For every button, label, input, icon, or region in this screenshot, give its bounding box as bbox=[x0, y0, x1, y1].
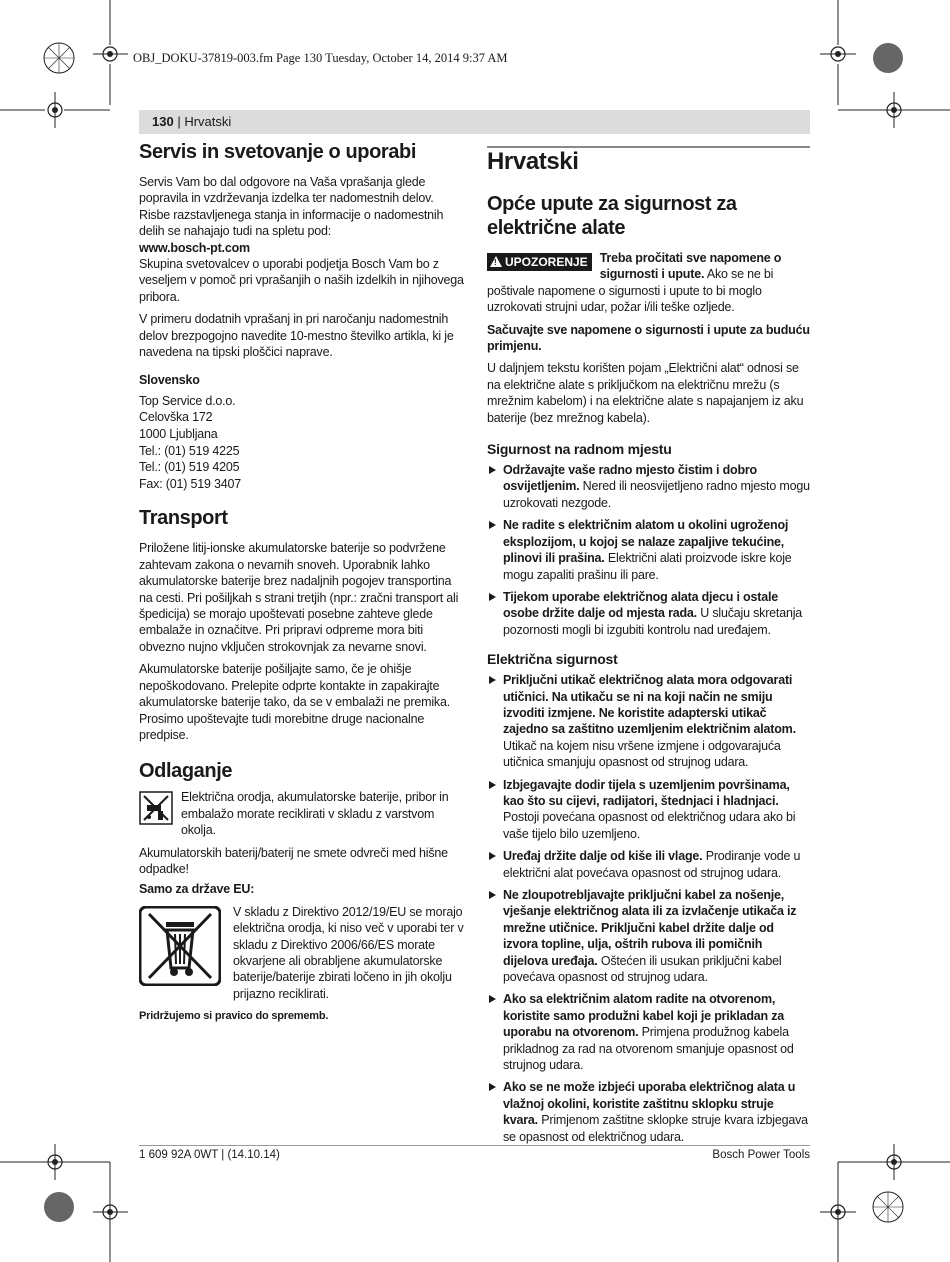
electrical-title: Električna sigurnost bbox=[487, 651, 618, 668]
bullet-arrow-icon bbox=[489, 995, 496, 1003]
address-line: Tel.: (01) 519 4205 bbox=[139, 460, 240, 475]
footer-rule bbox=[139, 1145, 810, 1146]
list-item: Ne zloupotrebljavajte priključni kabel za nošenje, vješanje električnog alata ili za izvlačenje utikača iz mrežne utičnice. Priključni kabel držite dalje od izvora topline, ulja, oštrih rubova ili pomičnih dijelova uređaja. Oštećen ili usukan priključni kabel povećava opasnost od strujnog udara. bbox=[487, 887, 810, 985]
header-language: Hrvatski bbox=[184, 114, 232, 129]
recycle-tools-icon bbox=[139, 791, 173, 829]
country-label: Slovensko bbox=[139, 373, 200, 388]
list-item: Ne radite s električnim alatom u okolini ugroženoj eksplozijom, u kojoj se nalaze zapaljive tekućine, plinovi ili prašina. Električni alati proizvode iskre koje mogu zapaliti prašinu ili pare. bbox=[487, 517, 810, 583]
warning-text: Ako se ne bi poštivale napomene o sigurnosti i upute to bi moglo uzrokovati strujni udar, požar i/ili teške ozljede. bbox=[487, 267, 774, 315]
address-line: Tel.: (01) 519 4225 bbox=[139, 443, 240, 458]
disposal-paragraph-1: Električna orodja, akumulatorske baterije, pribor in embalažo morate reciklirati v skladu z varstvom okolja. bbox=[181, 790, 449, 838]
left-column bbox=[139, 140, 464, 1031]
bullet-arrow-icon bbox=[489, 676, 496, 684]
disposal-paragraph-2: Akumulatorskih baterij/baterij ne smete odvreči med hišne odpadke! bbox=[139, 845, 448, 876]
weee-bin-icon bbox=[139, 906, 221, 990]
list-item: Ako se ne može izbjeći uporaba električnog alata u vlažnoj okolini, koristite zaštitnu sklopku struje kvara. Primjenom zaštitne sklopke struje kvara izbjegava se opasnost od električnog udara. bbox=[487, 1079, 810, 1145]
registration-mark-bottom-left bbox=[0, 1122, 140, 1262]
transport-paragraph-3: Prosimo upoštevajte tudi morebitne druge nacionalne predpise. bbox=[139, 711, 425, 742]
address-line: Fax: (01) 519 3407 bbox=[139, 476, 242, 491]
eu-paragraph: V skladu z Direktivo 2012/19/EU se morajo električna orodja, ki niso več v uporabi ter v skladu z Direktivo 2006/66/ES morate okvarjene ali obrabljene akumulatorske baterije/baterije zbirati ločeno in jih okolju prijazno reciklirati. bbox=[233, 904, 464, 1001]
workplace-title: Sigurnost na radnom mjestu bbox=[487, 441, 672, 458]
list-item: Ako sa električnim alatom radite na otvorenom, koristite samo produžni kabel koji je prikladan za uporabu na otvorenom. Primjena produžnog kabela prikladnog za rad na otvorenom smanjuje opasnost od strujnog udara. bbox=[487, 991, 810, 1073]
safety-title: Opće upute za sigurnost za električne alate bbox=[487, 193, 737, 239]
doc-code: 1 609 92A 0WT | (14.10.14) bbox=[139, 1149, 280, 1161]
bullet-arrow-icon bbox=[489, 521, 496, 529]
service-title: Servis in svetovanje o uporabi bbox=[139, 141, 416, 163]
registration-mark-bottom-right bbox=[810, 1122, 950, 1262]
service-paragraph-1: Servis Vam bo dal odgovore na Vaša vprašanja glede popravila in vzdrževanja izdelka ter nadomestnih delov. Risbe razstavljenega stanja in informacije o nadomestnih delih se nahajajo tudi na spletu pod: bbox=[139, 175, 444, 239]
page-number: 130 bbox=[152, 114, 174, 129]
bullet-arrow-icon bbox=[489, 781, 496, 789]
list-item: Tijekom uporabe električnog alata djecu i ostale osobe držite dalje od mjesta rada. U slučaju skretanja pozornosti mogli bi izgubiti kontrolu nad uređajem. bbox=[487, 589, 810, 638]
registration-mark-top-right bbox=[810, 0, 950, 140]
list-item: Priključni utikač električnog alata mora odgovarati utičnici. Na utikaču se ni na koji način ne smiju izvoditi izmjene. Ne koristite adapterski utikač zajedno sa zaštitno uzemljenim električnim alatom. Utikač na kojem nisu vršene izmjene i odgovarajuća utičnica smanjuju opasnost od strujnog udara. bbox=[487, 672, 810, 770]
warning-triangle-icon: ! bbox=[490, 256, 502, 267]
bullet-arrow-icon bbox=[489, 852, 496, 860]
list-item: Uređaj držite dalje od kiše ili vlage. Prodiranje vode u električni alat povećava opasnost od strujnog udara. bbox=[487, 848, 810, 881]
warning-bold-text: Treba pročitati sve napomene o sigurnosti i upute. bbox=[599, 251, 782, 282]
registration-mark-top-left bbox=[0, 0, 140, 140]
brand-name: Bosch Power Tools bbox=[712, 1149, 810, 1161]
transport-paragraph-2: Akumulatorske baterije pošiljajte samo, če je ohišje nepoškodovano. Prelepite odprte kontakte in zapakirajte akumulatorske baterije tako, da se v embalaži ne premika. bbox=[139, 662, 450, 710]
address-line: Top Service d.o.o. bbox=[139, 393, 236, 408]
disposal-title: Odlaganje bbox=[139, 760, 233, 783]
eu-only-label: Samo za države EU: bbox=[139, 882, 255, 897]
bullet-arrow-icon bbox=[489, 593, 496, 601]
bullet-arrow-icon bbox=[489, 1083, 496, 1091]
bullet-arrow-icon bbox=[489, 891, 496, 899]
service-paragraph-2: Skupina svetovalcev o uporabi podjetja Bosch Vam bo z veseljem v pomoč pri vprašanjih o naših izdelkih in njihovega pribora. bbox=[139, 257, 464, 304]
address-block bbox=[139, 393, 464, 493]
list-item: Izbjegavajte dodir tijela s uzemljenim površinama, kao što su cijevi, radijatori, štednjaci i hladnjaci. Postoji povećana opasnost od električnog udara ako bi vaše tijelo bilo uzemljeno. bbox=[487, 777, 810, 843]
language-title: Hrvatski bbox=[487, 148, 579, 175]
address-line: 1000 Ljubljana bbox=[139, 427, 218, 442]
service-url: www.bosch-pt.com bbox=[139, 240, 250, 255]
warning-badge: ! UPOZORENJE bbox=[487, 253, 592, 271]
reserve-note: Pridržujemo si pravico do sprememb. bbox=[139, 1010, 329, 1023]
address-line: Celovška 172 bbox=[139, 410, 213, 425]
transport-paragraph-1: Priložene litij-ionske akumulatorske baterije so podvržene zahtevam zakona o nevarnih snoveh. Uporabnik lahko akumulatorske baterije brez nadaljnih pogojev transportina na cesti. Pri pošiljkah s strani tretjih (npr.: zračni transport ali špedicija) se morajo upoštevati posebne zahteve glede embalaže in označitve. Pri pripravi odpreme mora biti obvezno nujno vključen strokovnjak za nevarne snovi. bbox=[139, 541, 459, 654]
electrical-list bbox=[487, 672, 810, 1145]
service-paragraph-3: V primeru dodatnih vprašanj in pri naročanju nadomestnih delov brezpogojno navedite 10-mestno številko artikla, ki je navedena na tipski ploščici naprave. bbox=[139, 312, 454, 360]
page-header-bar: 130 | Hrvatski bbox=[139, 110, 810, 134]
term-paragraph: U daljnjem tekstu korišten pojam „Električni alat“ odnosi se na električne alate s priključkom na električnu mrežu (s mrežnim kabelom) i na električne alate s napajanjem iz aku baterije (bez mrežnog kabela). bbox=[487, 361, 804, 425]
right-column bbox=[487, 140, 810, 1151]
bullet-arrow-icon bbox=[489, 466, 496, 474]
transport-title: Transport bbox=[139, 507, 228, 530]
list-item: Održavajte vaše radno mjesto čistim i dobro osvijetljenim. Nered ili neosvijetljeno radno mjesto mogu uzrokovati nezgode. bbox=[487, 462, 810, 511]
workplace-list bbox=[487, 462, 810, 638]
file-info-line: OBJ_DOKU-37819-003.fm Page 130 Tuesday, October 14, 2014 9:37 AM bbox=[133, 51, 508, 65]
keep-notes-text: Sačuvajte sve napomene o sigurnosti i upute za buduću primjenu. bbox=[487, 322, 810, 354]
